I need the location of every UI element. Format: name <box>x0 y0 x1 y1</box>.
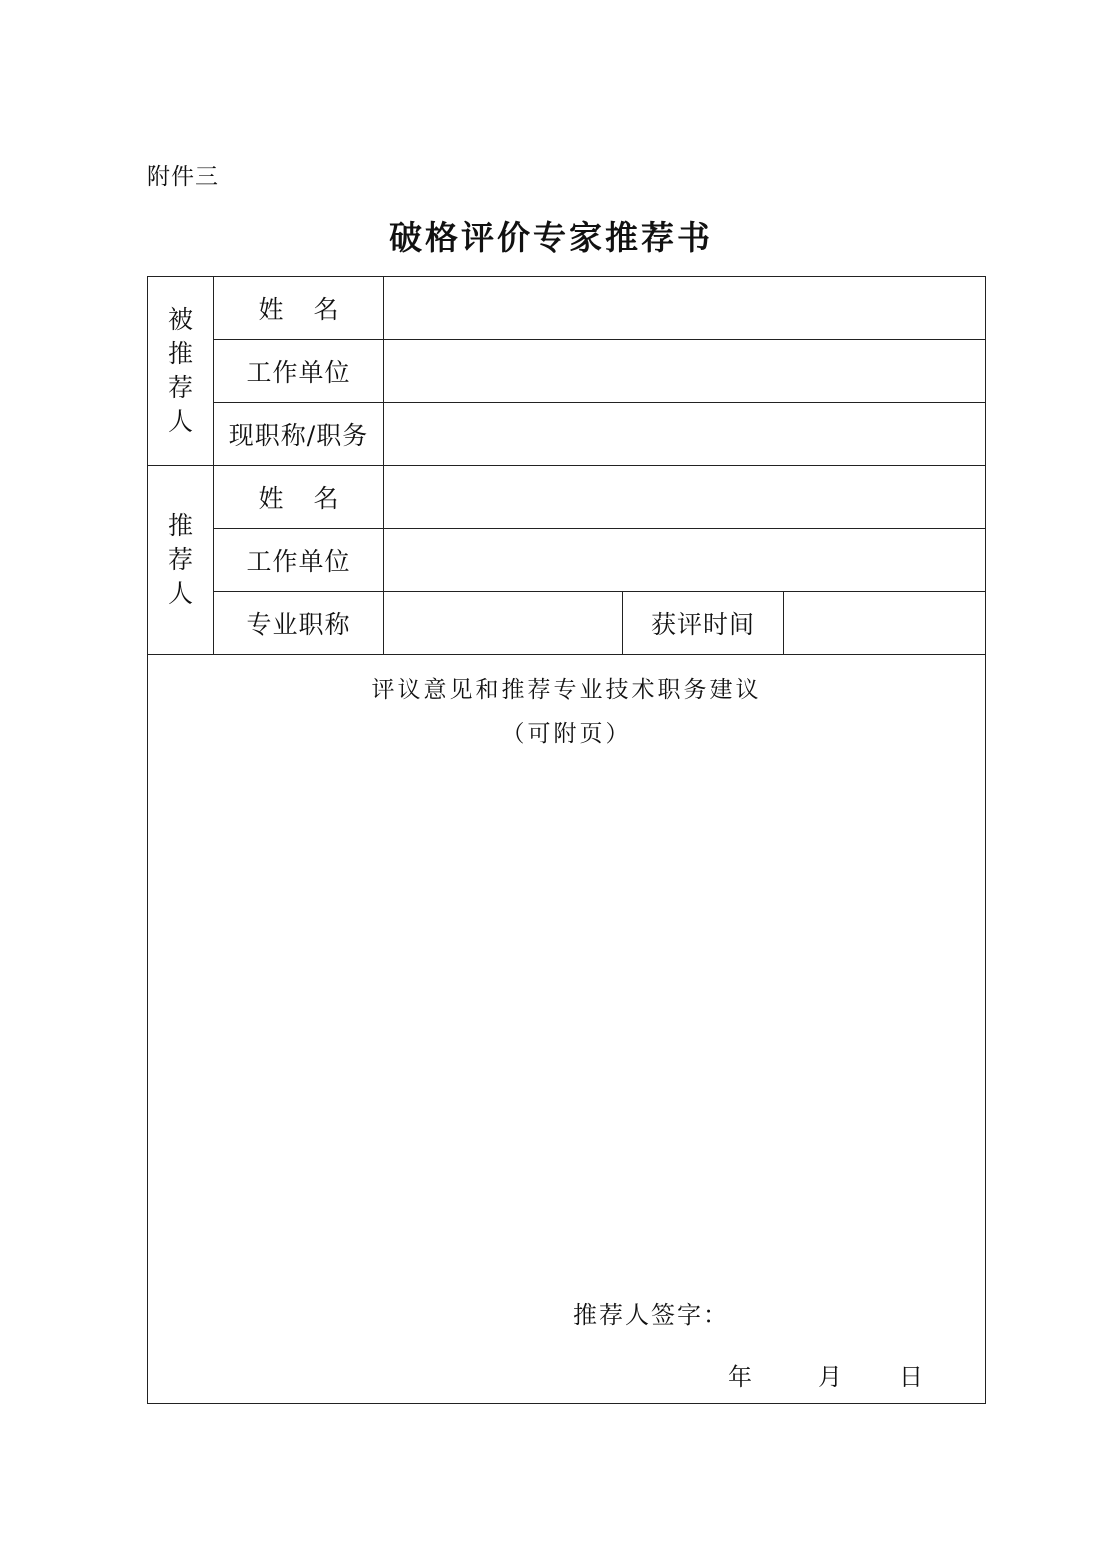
recommender-professional-title-label: 专业职称 <box>214 592 384 655</box>
date-day-label: 日 <box>899 1363 923 1391</box>
recommender-award-time-label: 获评时间 <box>623 592 784 655</box>
opinion-subheading: （可附页） <box>501 721 632 747</box>
nominee-work-unit-field[interactable] <box>384 340 986 403</box>
document-title: 破格评价专家推荐书 <box>389 218 713 257</box>
nominee-current-title-label: 现职称/职务 <box>214 403 384 466</box>
recommendation-form-table <box>147 276 986 1404</box>
recommender-professional-title-field[interactable] <box>384 592 623 655</box>
recommender-award-time-field[interactable] <box>784 592 986 655</box>
nominee-current-title-field[interactable] <box>384 403 986 466</box>
nominee-name-label: 姓 名 <box>214 277 384 340</box>
date-month-label: 月 <box>818 1363 842 1391</box>
opinion-area[interactable] <box>148 655 986 1404</box>
nominee-name-field[interactable] <box>384 277 986 340</box>
nominee-work-unit-label: 工作单位 <box>214 340 384 403</box>
opinion-heading: 评议意见和推荐专业技术职务建议 <box>371 677 762 703</box>
recommender-name-field[interactable] <box>384 466 986 529</box>
recommender-group-label: 推 荐 人 <box>148 466 214 655</box>
nominee-group-label: 被 推 荐 人 <box>148 277 214 466</box>
recommender-work-unit-field[interactable] <box>384 529 986 592</box>
recommender-signature-label: 推荐人签字： <box>573 1301 729 1329</box>
date-year-label: 年 <box>728 1363 752 1391</box>
attachment-label: 附件三 <box>147 164 219 190</box>
recommender-work-unit-label: 工作单位 <box>214 529 384 592</box>
recommender-name-label: 姓 名 <box>214 466 384 529</box>
